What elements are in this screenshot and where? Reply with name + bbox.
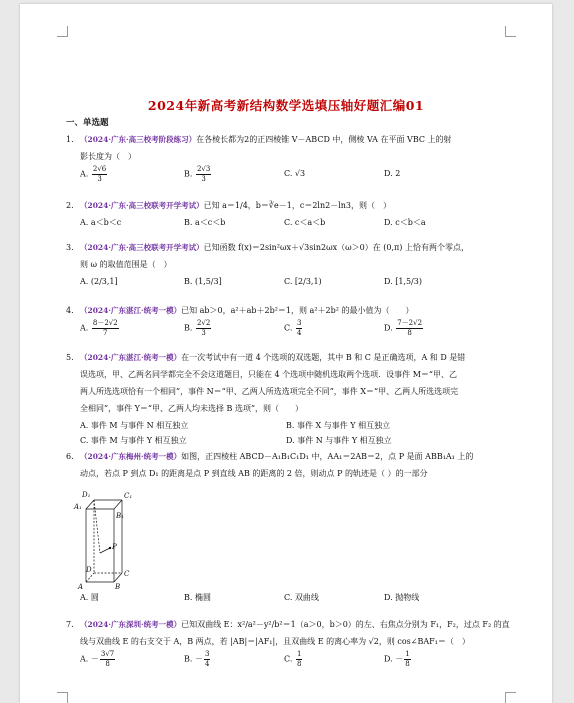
label-a1: A₁ [74, 503, 82, 511]
label-b: B [115, 583, 121, 591]
label-c1: C₁ [124, 492, 133, 500]
hidden-edge [86, 573, 94, 582]
point-p [109, 547, 111, 549]
corner-mark [505, 692, 516, 703]
section-heading: 一、单选题 [66, 118, 109, 128]
question-text: 全相同”，事件 Y＝“甲、乙两人均未选择 B 选项”，则（ ） [80, 404, 304, 413]
options-row [66, 273, 516, 295]
option-b[interactable]: B. － $\frac{3}{4}$ [184, 650, 210, 668]
question-6 [66, 448, 516, 482]
question-text: 已知 a＝1/4，b＝∛e－1，c＝2ln2－ln3，则（ ） [203, 201, 392, 210]
question-1 [66, 131, 516, 185]
option-b[interactable]: B. 椭圆 [184, 593, 211, 602]
document-title: 2024年新高考新结构数学选填压轴好题汇编01 [147, 98, 425, 113]
question-2 [66, 197, 516, 232]
option-a[interactable]: A. 事件 M 与事件 N 相互独立 [80, 421, 189, 430]
option-a[interactable]: A. (2/3,1] [80, 277, 118, 286]
label-d1: D₁ [82, 491, 91, 499]
question-text: 已知 ab＞0，a²＋ab＋2b²＝1，则 a²＋2b² 的最小值为（ ） [181, 306, 414, 315]
question-number: 6. [66, 452, 74, 461]
question-source: （2024·广东湛江·统考一模） [80, 353, 182, 362]
corner-mark [57, 692, 68, 703]
question-number: 1. [66, 135, 74, 144]
question-text: 已知双曲线 E：x²/a²－y²/b²＝1（a＞0，b＞0）的左、右焦点分别为 F₁，F₂，过点 F₂ 的直 [181, 620, 510, 629]
question-number: 7. [66, 620, 74, 629]
options-row [66, 417, 516, 432]
question-source: （2024·广东·高三校考阶段练习） [80, 135, 197, 144]
question-5 [66, 349, 516, 447]
question-6-options [66, 589, 516, 607]
option-c[interactable]: C. 事件 M 与事件 Y 相互独立 [80, 436, 187, 445]
option-d[interactable]: D. － $\frac{1}{8}$ [384, 650, 410, 668]
option-a[interactable]: A. a＜b＜c [80, 218, 122, 227]
label-c: C [124, 570, 130, 578]
option-c[interactable]: C. √3 [284, 169, 306, 178]
corner-mark [57, 26, 68, 37]
question-source: （2024·广东·高三校联考开学考试） [80, 243, 204, 252]
edge [100, 548, 110, 553]
option-b[interactable]: B. $\frac{2√2}{3}$ [184, 319, 211, 337]
options-row [66, 165, 516, 185]
option-d[interactable]: D. 事件 N 与事件 Y 相互独立 [286, 436, 392, 445]
options-row [66, 432, 516, 447]
question-source: （2024·广东湛江·统考一模） [80, 306, 182, 315]
option-d[interactable]: D. 抛物线 [384, 593, 420, 602]
option-c[interactable]: C. $\frac{1}{8}$ [284, 650, 302, 668]
option-d[interactable]: D. c＜b＜a [384, 218, 426, 227]
question-number: 4. [66, 306, 74, 315]
question-text: 误选项，甲、乙两名同学都完全不会这道题目，只能在 4 个选项中随机选取两个选项．设事件 M＝“甲、乙 [80, 370, 457, 379]
question-text: 影长度为（ ） [80, 152, 136, 161]
option-a[interactable]: A. 圆 [80, 593, 99, 602]
option-b[interactable]: B. $\frac{2√3}{3}$ [184, 165, 211, 183]
hidden-edge [94, 500, 100, 553]
question-text: 已知函数 f(x)＝2sin²ωx＋√3sin2ωx（ω＞0）在 (0,π) 上恰有两个零点， [203, 243, 469, 252]
question-3 [66, 239, 516, 295]
question-text: 如图，正四棱柱 ABCD－A₁B₁C₁D₁ 中，AA₁＝2AB＝2，点 P 是面 ABB₁A₁ 上的 [181, 452, 474, 461]
corner-mark [505, 26, 516, 37]
question-source: （2024·广东梅州·统考一模） [80, 452, 182, 461]
label-b1: B₁ [116, 512, 124, 520]
options-row [66, 214, 516, 232]
question-text: 线与双曲线 E 的右支交于 A，B 两点，若 |AB|＝|AF₁|，且双曲线 E 的离心率为 √2，则 cos∠BAF₁＝（ ） [80, 637, 470, 646]
question-source: （2024·广东·高三校联考开学考试） [80, 201, 204, 210]
question-7 [66, 616, 516, 672]
question-4 [66, 302, 516, 341]
option-c[interactable]: C. [2/3,1) [284, 277, 322, 286]
edge [114, 500, 122, 509]
question-text: 在各棱长都为2的正四棱锥 V－ABCD 中，侧棱 VA 在平面 VBC 上的射 [196, 135, 452, 144]
option-a[interactable]: A. $\frac{8-2√2}{7}$ [80, 319, 118, 337]
question-number: 2. [66, 201, 74, 210]
option-d[interactable]: D. [1,5/3) [384, 277, 422, 286]
edge [114, 573, 122, 582]
option-c[interactable]: C. $\frac{3}{4}$ [284, 319, 302, 337]
option-b[interactable]: B. (1,5/3] [184, 277, 222, 286]
options-row [66, 650, 516, 672]
option-d[interactable]: D. 2 [384, 169, 401, 178]
question-source: （2024·广东深圳·统考一模） [80, 620, 182, 629]
edge [86, 500, 94, 509]
label-d: D [86, 566, 92, 574]
question-text: 两人所选选项恰有一个相同”，事件 N＝“甲、乙两人所选选项完全不同”，事件 X＝“甲、乙两人所选选项完 [80, 387, 459, 396]
option-c[interactable]: C. c＜a＜b [284, 218, 326, 227]
options-row [66, 319, 516, 341]
option-a[interactable]: A. $\frac{2√6}{3}$ [80, 165, 107, 183]
option-d[interactable]: D. $\frac{7-2√2}{8}$ [384, 319, 423, 337]
options-row [66, 589, 516, 607]
question-number: 3. [66, 243, 74, 252]
question-text: 动点，若点 P 到点 D₁ 的距离是点 P 到直线 AB 的距离的 2 倍，则动点 P 的轨迹是（ ）的一部分 [80, 469, 428, 478]
label-p: P [112, 543, 117, 551]
question-text: 则 ω 的取值范围是（ ） [80, 260, 172, 269]
option-c[interactable]: C. 双曲线 [284, 593, 319, 602]
question-text: 在一次考试中有一道 4 个选项的双选题，其中 B 和 C 是正确选项，A 和 D 是错 [181, 353, 466, 362]
option-b[interactable]: B. a＜c＜b [184, 218, 226, 227]
document-page [20, 4, 552, 703]
prism-figure [72, 483, 192, 591]
label-a: A [78, 583, 84, 591]
question-number: 5. [66, 353, 74, 362]
option-a[interactable]: A. － $\frac{3√7}{8}$ [80, 650, 115, 668]
option-b[interactable]: B. 事件 X 与事件 Y 相互独立 [286, 421, 391, 430]
